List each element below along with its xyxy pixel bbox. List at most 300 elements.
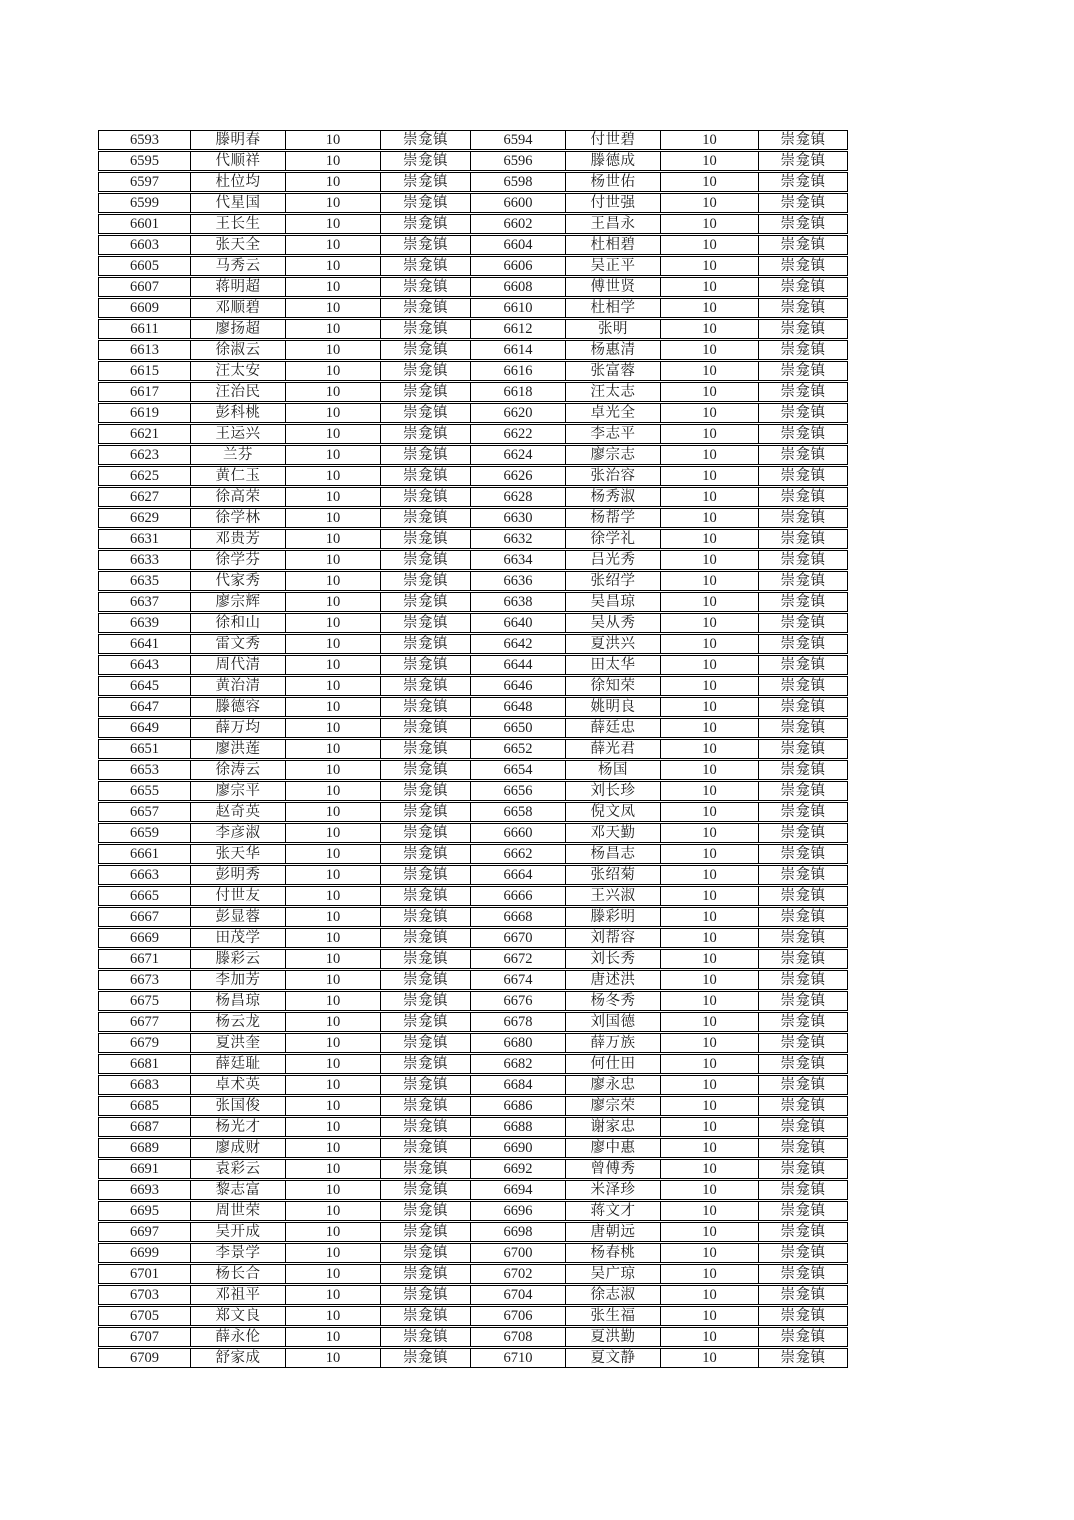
cell-name: 杜位均 <box>190 172 285 192</box>
cell-town: 崇龛镇 <box>380 130 470 150</box>
cell-amount: 10 <box>285 886 380 906</box>
cell-town: 崇龛镇 <box>380 886 470 906</box>
cell-town: 崇龛镇 <box>380 1117 470 1137</box>
cell-town: 崇龛镇 <box>758 445 848 465</box>
cell-town: 崇龛镇 <box>758 1243 848 1263</box>
table-row <box>98 1243 848 1263</box>
cell-amount: 10 <box>285 907 380 927</box>
table-row <box>98 1075 848 1095</box>
cell-town: 崇龛镇 <box>758 676 848 696</box>
cell-amount: 10 <box>660 760 758 780</box>
cell-amount: 10 <box>285 1117 380 1137</box>
cell-town: 崇龛镇 <box>380 529 470 549</box>
cell-name: 卓光全 <box>565 403 660 423</box>
cell-name: 唐朝远 <box>565 1222 660 1242</box>
cell-name: 倪文凤 <box>565 802 660 822</box>
cell-id: 6635 <box>98 571 190 591</box>
cell-amount: 10 <box>660 928 758 948</box>
cell-id: 6614 <box>470 340 565 360</box>
cell-town: 崇龛镇 <box>758 592 848 612</box>
cell-town: 崇龛镇 <box>758 844 848 864</box>
cell-town: 崇龛镇 <box>380 151 470 171</box>
cell-town: 崇龛镇 <box>758 613 848 633</box>
table-row <box>98 361 848 381</box>
cell-id: 6665 <box>98 886 190 906</box>
table-row <box>98 865 848 885</box>
table-row <box>98 970 848 990</box>
cell-id: 6663 <box>98 865 190 885</box>
cell-id: 6642 <box>470 634 565 654</box>
cell-amount: 10 <box>285 865 380 885</box>
cell-amount: 10 <box>660 508 758 528</box>
cell-amount: 10 <box>285 1075 380 1095</box>
cell-amount: 10 <box>660 802 758 822</box>
cell-id: 6630 <box>470 508 565 528</box>
table-row <box>98 1138 848 1158</box>
cell-name: 徐学芬 <box>190 550 285 570</box>
cell-id: 6703 <box>98 1285 190 1305</box>
cell-id: 6628 <box>470 487 565 507</box>
table-row <box>98 277 848 297</box>
cell-id: 6668 <box>470 907 565 927</box>
cell-id: 6612 <box>470 319 565 339</box>
cell-town: 崇龛镇 <box>380 970 470 990</box>
cell-name: 蒋明超 <box>190 277 285 297</box>
cell-id: 6707 <box>98 1327 190 1347</box>
cell-town: 崇龛镇 <box>758 886 848 906</box>
cell-amount: 10 <box>660 970 758 990</box>
cell-town: 崇龛镇 <box>380 424 470 444</box>
cell-amount: 10 <box>660 1159 758 1179</box>
cell-town: 崇龛镇 <box>758 1201 848 1221</box>
cell-name: 杨帮学 <box>565 508 660 528</box>
cell-amount: 10 <box>660 1285 758 1305</box>
table-row <box>98 907 848 927</box>
cell-town: 崇龛镇 <box>380 718 470 738</box>
cell-amount: 10 <box>285 487 380 507</box>
cell-name: 吴从秀 <box>565 613 660 633</box>
cell-name: 雷文秀 <box>190 634 285 654</box>
cell-amount: 10 <box>285 340 380 360</box>
cell-amount: 10 <box>660 823 758 843</box>
cell-amount: 10 <box>660 361 758 381</box>
cell-town: 崇龛镇 <box>380 550 470 570</box>
cell-town: 崇龛镇 <box>380 1264 470 1284</box>
cell-name: 周代清 <box>190 655 285 675</box>
cell-name: 杨惠清 <box>565 340 660 360</box>
cell-id: 6607 <box>98 277 190 297</box>
cell-id: 6677 <box>98 1012 190 1032</box>
cell-amount: 10 <box>660 466 758 486</box>
cell-amount: 10 <box>285 1285 380 1305</box>
cell-id: 6706 <box>470 1306 565 1326</box>
cell-amount: 10 <box>660 277 758 297</box>
cell-id: 6627 <box>98 487 190 507</box>
cell-amount: 10 <box>660 697 758 717</box>
cell-name: 黄治清 <box>190 676 285 696</box>
cell-name: 杨长合 <box>190 1264 285 1284</box>
cell-id: 6687 <box>98 1117 190 1137</box>
cell-name: 田太华 <box>565 655 660 675</box>
cell-id: 6666 <box>470 886 565 906</box>
cell-name: 代家秀 <box>190 571 285 591</box>
table-row <box>98 697 848 717</box>
cell-id: 6653 <box>98 760 190 780</box>
cell-amount: 10 <box>285 382 380 402</box>
cell-id: 6685 <box>98 1096 190 1116</box>
cell-name: 袁彩云 <box>190 1159 285 1179</box>
table-row <box>98 1159 848 1179</box>
cell-town: 崇龛镇 <box>758 1033 848 1053</box>
table-row <box>98 529 848 549</box>
cell-amount: 10 <box>285 928 380 948</box>
cell-id: 6695 <box>98 1201 190 1221</box>
cell-town: 崇龛镇 <box>758 1159 848 1179</box>
cell-id: 6658 <box>470 802 565 822</box>
cell-name: 夏洪奎 <box>190 1033 285 1053</box>
cell-name: 徐淑云 <box>190 340 285 360</box>
cell-amount: 10 <box>660 172 758 192</box>
table-row <box>98 487 848 507</box>
cell-amount: 10 <box>660 739 758 759</box>
cell-amount: 10 <box>285 1264 380 1284</box>
cell-name: 徐知荣 <box>565 676 660 696</box>
cell-name: 滕彩明 <box>565 907 660 927</box>
cell-name: 李彦淑 <box>190 823 285 843</box>
cell-town: 崇龛镇 <box>758 781 848 801</box>
cell-id: 6619 <box>98 403 190 423</box>
cell-id: 6657 <box>98 802 190 822</box>
cell-town: 崇龛镇 <box>758 172 848 192</box>
cell-amount: 10 <box>285 844 380 864</box>
table-row <box>98 256 848 276</box>
table-row <box>98 1096 848 1116</box>
cell-amount: 10 <box>285 1096 380 1116</box>
cell-town: 崇龛镇 <box>380 1075 470 1095</box>
cell-town: 崇龛镇 <box>758 130 848 150</box>
cell-id: 6632 <box>470 529 565 549</box>
cell-amount: 10 <box>660 571 758 591</box>
cell-amount: 10 <box>285 424 380 444</box>
cell-amount: 10 <box>660 613 758 633</box>
cell-name: 刘帮容 <box>565 928 660 948</box>
table-row <box>98 130 848 150</box>
table-row <box>98 760 848 780</box>
cell-town: 崇龛镇 <box>380 907 470 927</box>
cell-amount: 10 <box>285 613 380 633</box>
cell-id: 6708 <box>470 1327 565 1347</box>
cell-name: 蒋文才 <box>565 1201 660 1221</box>
cell-amount: 10 <box>660 529 758 549</box>
cell-town: 崇龛镇 <box>758 361 848 381</box>
cell-amount: 10 <box>285 1159 380 1179</box>
table-row <box>98 1033 848 1053</box>
table-row <box>98 592 848 612</box>
cell-name: 滕彩云 <box>190 949 285 969</box>
cell-name: 马秀云 <box>190 256 285 276</box>
cell-town: 崇龛镇 <box>380 340 470 360</box>
cell-name: 杨春桃 <box>565 1243 660 1263</box>
cell-name: 徐学林 <box>190 508 285 528</box>
cell-name: 薛光君 <box>565 739 660 759</box>
cell-town: 崇龛镇 <box>758 1306 848 1326</box>
cell-id: 6673 <box>98 970 190 990</box>
cell-name: 卓术英 <box>190 1075 285 1095</box>
table-row <box>98 550 848 570</box>
cell-amount: 10 <box>285 466 380 486</box>
cell-amount: 10 <box>285 1222 380 1242</box>
table-row <box>98 739 848 759</box>
cell-amount: 10 <box>660 193 758 213</box>
cell-id: 6705 <box>98 1306 190 1326</box>
cell-name: 张国俊 <box>190 1096 285 1116</box>
cell-town: 崇龛镇 <box>380 1180 470 1200</box>
cell-name: 杨云龙 <box>190 1012 285 1032</box>
cell-town: 崇龛镇 <box>380 991 470 1011</box>
roster-table <box>98 129 848 1369</box>
cell-amount: 10 <box>285 319 380 339</box>
cell-id: 6650 <box>470 718 565 738</box>
cell-amount: 10 <box>285 1054 380 1074</box>
cell-name: 邓祖平 <box>190 1285 285 1305</box>
cell-amount: 10 <box>660 382 758 402</box>
cell-name: 滕明春 <box>190 130 285 150</box>
cell-town: 崇龛镇 <box>758 697 848 717</box>
table-row <box>98 781 848 801</box>
cell-town: 崇龛镇 <box>380 781 470 801</box>
cell-town: 崇龛镇 <box>380 802 470 822</box>
cell-amount: 10 <box>285 403 380 423</box>
cell-amount: 10 <box>660 151 758 171</box>
cell-name: 彭明秀 <box>190 865 285 885</box>
cell-town: 崇龛镇 <box>380 676 470 696</box>
table-row <box>98 151 848 171</box>
cell-name: 王运兴 <box>190 424 285 444</box>
cell-amount: 10 <box>660 949 758 969</box>
cell-town: 崇龛镇 <box>758 865 848 885</box>
cell-town: 崇龛镇 <box>380 844 470 864</box>
cell-id: 6646 <box>470 676 565 696</box>
cell-id: 6643 <box>98 655 190 675</box>
cell-name: 夏洪勤 <box>565 1327 660 1347</box>
cell-id: 6654 <box>470 760 565 780</box>
cell-amount: 10 <box>660 256 758 276</box>
cell-town: 崇龛镇 <box>380 382 470 402</box>
cell-name: 汪太安 <box>190 361 285 381</box>
cell-id: 6648 <box>470 697 565 717</box>
cell-town: 崇龛镇 <box>758 382 848 402</box>
cell-name: 廖宗荣 <box>565 1096 660 1116</box>
cell-amount: 10 <box>660 424 758 444</box>
cell-name: 郑文良 <box>190 1306 285 1326</box>
cell-name: 杨冬秀 <box>565 991 660 1011</box>
cell-name: 张富蓉 <box>565 361 660 381</box>
cell-amount: 10 <box>285 1012 380 1032</box>
cell-town: 崇龛镇 <box>758 550 848 570</box>
cell-amount: 10 <box>660 340 758 360</box>
cell-name: 曾傅秀 <box>565 1159 660 1179</box>
table-row <box>98 1054 848 1074</box>
cell-town: 崇龛镇 <box>758 949 848 969</box>
cell-name: 杨世佑 <box>565 172 660 192</box>
cell-id: 6660 <box>470 823 565 843</box>
cell-town: 崇龛镇 <box>758 991 848 1011</box>
cell-name: 廖宗志 <box>565 445 660 465</box>
cell-id: 6610 <box>470 298 565 318</box>
cell-town: 崇龛镇 <box>758 928 848 948</box>
cell-name: 王长生 <box>190 214 285 234</box>
cell-town: 崇龛镇 <box>758 760 848 780</box>
cell-name: 吴正平 <box>565 256 660 276</box>
cell-name: 汪治民 <box>190 382 285 402</box>
cell-id: 6694 <box>470 1180 565 1200</box>
cell-id: 6611 <box>98 319 190 339</box>
table-row <box>98 1222 848 1242</box>
cell-id: 6604 <box>470 235 565 255</box>
cell-name: 张明 <box>565 319 660 339</box>
cell-amount: 10 <box>660 1012 758 1032</box>
cell-town: 崇龛镇 <box>380 193 470 213</box>
cell-name: 夏文静 <box>565 1348 660 1368</box>
table-row <box>98 340 848 360</box>
cell-town: 崇龛镇 <box>380 445 470 465</box>
cell-name: 张治容 <box>565 466 660 486</box>
cell-name: 付世碧 <box>565 130 660 150</box>
cell-name: 廖成财 <box>190 1138 285 1158</box>
cell-amount: 10 <box>660 1180 758 1200</box>
cell-id: 6672 <box>470 949 565 969</box>
cell-amount: 10 <box>285 571 380 591</box>
cell-name: 李志平 <box>565 424 660 444</box>
cell-town: 崇龛镇 <box>380 487 470 507</box>
table-row <box>98 1327 848 1347</box>
cell-id: 6697 <box>98 1222 190 1242</box>
cell-id: 6637 <box>98 592 190 612</box>
cell-amount: 10 <box>660 1138 758 1158</box>
cell-id: 6671 <box>98 949 190 969</box>
cell-town: 崇龛镇 <box>380 697 470 717</box>
cell-amount: 10 <box>285 172 380 192</box>
cell-town: 崇龛镇 <box>758 487 848 507</box>
cell-name: 徐和山 <box>190 613 285 633</box>
cell-name: 廖洪莲 <box>190 739 285 759</box>
cell-town: 崇龛镇 <box>380 256 470 276</box>
cell-town: 崇龛镇 <box>758 1285 848 1305</box>
cell-amount: 10 <box>660 319 758 339</box>
cell-town: 崇龛镇 <box>758 1138 848 1158</box>
cell-name: 米泽珍 <box>565 1180 660 1200</box>
cell-id: 6613 <box>98 340 190 360</box>
cell-town: 崇龛镇 <box>758 1327 848 1347</box>
table-row <box>98 676 848 696</box>
cell-id: 6601 <box>98 214 190 234</box>
cell-town: 崇龛镇 <box>380 361 470 381</box>
cell-id: 6596 <box>470 151 565 171</box>
cell-name: 杨国 <box>565 760 660 780</box>
cell-town: 崇龛镇 <box>380 1096 470 1116</box>
cell-id: 6598 <box>470 172 565 192</box>
cell-name: 杜相学 <box>565 298 660 318</box>
cell-name: 代星国 <box>190 193 285 213</box>
cell-name: 邓天勤 <box>565 823 660 843</box>
cell-name: 吴昌琼 <box>565 592 660 612</box>
table-row <box>98 508 848 528</box>
cell-id: 6678 <box>470 1012 565 1032</box>
table-row <box>98 298 848 318</box>
cell-id: 6602 <box>470 214 565 234</box>
cell-town: 崇龛镇 <box>380 1243 470 1263</box>
cell-name: 舒家成 <box>190 1348 285 1368</box>
cell-name: 兰芬 <box>190 445 285 465</box>
cell-id: 6710 <box>470 1348 565 1368</box>
cell-amount: 10 <box>660 1348 758 1368</box>
cell-town: 崇龛镇 <box>380 403 470 423</box>
cell-amount: 10 <box>285 214 380 234</box>
table-row <box>98 1285 848 1305</box>
cell-id: 6644 <box>470 655 565 675</box>
cell-town: 崇龛镇 <box>380 508 470 528</box>
cell-amount: 10 <box>285 655 380 675</box>
cell-id: 6686 <box>470 1096 565 1116</box>
cell-id: 6624 <box>470 445 565 465</box>
cell-name: 徐志淑 <box>565 1285 660 1305</box>
cell-name: 薛万均 <box>190 718 285 738</box>
table-row <box>98 655 848 675</box>
cell-town: 崇龛镇 <box>758 1264 848 1284</box>
cell-amount: 10 <box>285 298 380 318</box>
cell-id: 6594 <box>470 130 565 150</box>
cell-town: 崇龛镇 <box>380 172 470 192</box>
cell-id: 6652 <box>470 739 565 759</box>
cell-id: 6696 <box>470 1201 565 1221</box>
cell-id: 6603 <box>98 235 190 255</box>
cell-name: 邓贵芳 <box>190 529 285 549</box>
cell-name: 薛永伦 <box>190 1327 285 1347</box>
cell-town: 崇龛镇 <box>380 1012 470 1032</box>
cell-name: 邓顺碧 <box>190 298 285 318</box>
cell-amount: 10 <box>660 991 758 1011</box>
cell-id: 6670 <box>470 928 565 948</box>
cell-town: 崇龛镇 <box>758 1117 848 1137</box>
cell-amount: 10 <box>660 1201 758 1221</box>
cell-town: 崇龛镇 <box>380 1348 470 1368</box>
cell-amount: 10 <box>285 235 380 255</box>
cell-id: 6616 <box>470 361 565 381</box>
cell-id: 6605 <box>98 256 190 276</box>
cell-town: 崇龛镇 <box>380 298 470 318</box>
cell-town: 崇龛镇 <box>380 739 470 759</box>
cell-town: 崇龛镇 <box>380 655 470 675</box>
cell-town: 崇龛镇 <box>758 298 848 318</box>
cell-name: 徐学礼 <box>565 529 660 549</box>
cell-name: 付世强 <box>565 193 660 213</box>
cell-id: 6651 <box>98 739 190 759</box>
cell-name: 张生福 <box>565 1306 660 1326</box>
cell-town: 崇龛镇 <box>758 1222 848 1242</box>
cell-town: 崇龛镇 <box>380 1306 470 1326</box>
cell-name: 刘长秀 <box>565 949 660 969</box>
cell-town: 崇龛镇 <box>758 1075 848 1095</box>
cell-id: 6629 <box>98 508 190 528</box>
cell-amount: 10 <box>285 151 380 171</box>
cell-name: 杨昌志 <box>565 844 660 864</box>
cell-name: 滕德容 <box>190 697 285 717</box>
cell-amount: 10 <box>285 1180 380 1200</box>
cell-town: 崇龛镇 <box>758 1012 848 1032</box>
cell-amount: 10 <box>660 487 758 507</box>
table-row <box>98 424 848 444</box>
cell-amount: 10 <box>660 298 758 318</box>
